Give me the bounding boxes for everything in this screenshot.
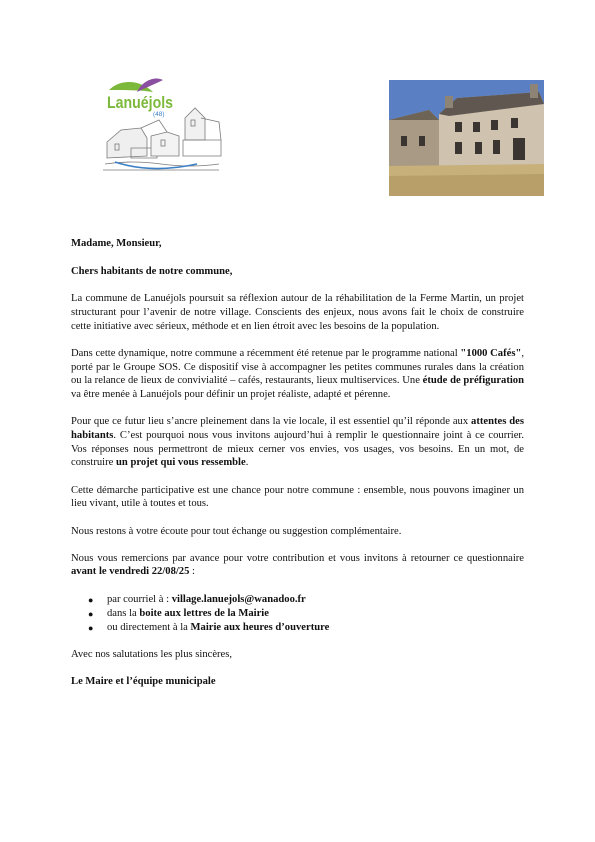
paragraph-4: Cette démarche participative est une chance pour notre commune : ensemble, nous pouvons imaginer un lieu vivant, utile à toutes et tous. [71, 484, 524, 510]
bullet-icon: ● [88, 608, 94, 619]
paragraph-6: Nous vous remercions par avance pour votre contribution et vous invitons à retourner ce questionnaire avant le vendredi 22/08/25 : [71, 552, 524, 578]
paragraph-5: Nous restons à votre écoute pour tout échange ou suggestion complémentaire. [71, 525, 402, 537]
paragraph-2: Dans cette dynamique, notre commune a récemment été retenue par le programme national "1000 Cafés", porté par le Groupe SOS. Ce dispositif vise à accompagner les petites communes rurales dans la création ou la relance de lieux de convivialité – cafés, restaurants, lieux multiservices. Une étude de préfiguration va être menée à Lanuéjols pour définir un projet réaliste, adapté et pérenne. [71, 348, 524, 401]
bullet-icon: ● [88, 594, 94, 605]
signature: Le Maire et l’équipe municipale [71, 676, 216, 688]
lanuejols-logo [101, 78, 223, 182]
greeting: Chers habitants de notre commune, [71, 265, 233, 277]
closing: Avec nos salutations les plus sincères, [71, 649, 233, 661]
programme-name: "1000 Cafés" [460, 348, 522, 360]
expectations-label: attentes des habitants [71, 416, 524, 442]
logo-wordmark: Lanuéjols [107, 93, 173, 112]
project-label: un projet qui vous ressemble [116, 457, 246, 469]
study-label: étude de préfiguration [422, 375, 524, 387]
paragraph-3: Pour que ce futur lieu s’ancre pleinement dans la vie locale, il est essentiel qu’il réponde aux attentes des habitants. C’est pourquoi nous vous invitons aujourd’hui à remplir le questionnaire joint à ce courrier. Vos réponses nous permettront de mieux cerner vos envies, vos usages, vos besoins. En un mot, de construire un projet qui vous ressemble. [71, 416, 524, 469]
logo-sub: (48) [153, 111, 165, 118]
email-address[interactable]: village.lanuejols@wanadoo.fr [171, 593, 306, 605]
deadline: avant le vendredi 22/08/25 [71, 566, 190, 578]
logo-blue-swoosh [115, 162, 197, 169]
contact-townhall: ● ou directement à la Mairie aux heures d’ouverture [88, 621, 330, 633]
contact-mailbox: ● dans la boite aux lettres de la Mairie [88, 607, 269, 619]
salutation: Madame, Monsieur, [71, 238, 162, 249]
letter-body [71, 237, 524, 703]
contact-email: ● par courriel à : village.lanuejols@wanadoo.fr [88, 593, 306, 605]
bullet-icon: ● [88, 622, 94, 633]
farm-building-photo [389, 80, 544, 196]
contact-list [71, 593, 524, 635]
paragraph-1: La commune de Lanuéjols poursuit sa réflexion autour de la réhabilitation de la Ferme Martin, un projet structurant pour l’avenir de notre village. Conscients des enjeux, nous avons fait le choix de construire cette initiative avec sérieux, méthode et en lien étroit avec les besoins de la population. [71, 293, 524, 332]
